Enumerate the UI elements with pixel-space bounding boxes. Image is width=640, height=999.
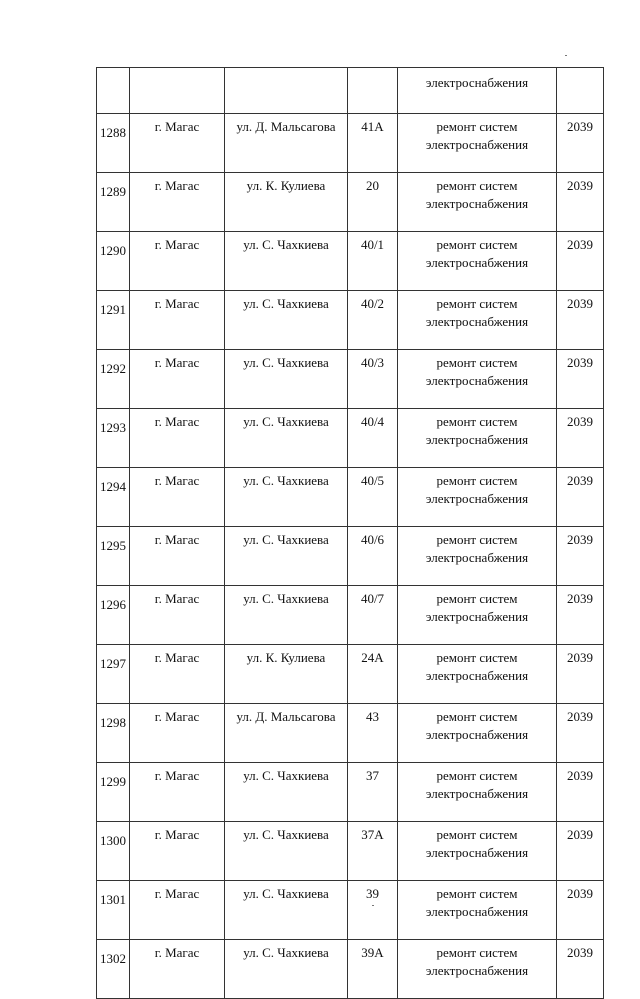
table-row xyxy=(97,704,604,763)
year-cell: 2039 xyxy=(557,409,604,468)
row-number: 1299 xyxy=(97,763,130,822)
work-type-cell xyxy=(398,527,557,586)
year-cell: 2039 xyxy=(557,881,604,940)
year-cell: 2039 xyxy=(557,704,604,763)
work-type-line: электроснабжения xyxy=(425,786,529,801)
table-row-continued xyxy=(97,68,604,114)
year-cell: 2039 xyxy=(557,645,604,704)
table-row xyxy=(97,527,604,586)
work-type-line: электроснабжения xyxy=(425,75,529,90)
house-cell: 43 xyxy=(348,704,398,763)
work-type-cell xyxy=(398,468,557,527)
row-number: 1297 xyxy=(97,645,130,704)
street-cell: ул. С. Чахкиева xyxy=(225,822,348,881)
street-cell: ул. С. Чахкиева xyxy=(225,468,348,527)
year-cell: 2039 xyxy=(557,350,604,409)
street-cell: ул. С. Чахкиева xyxy=(225,940,348,999)
city-cell: г. Магас xyxy=(130,881,225,940)
house-cell: 40/5 xyxy=(348,468,398,527)
city-cell: г. Магас xyxy=(130,114,225,173)
street-cell: ул. С. Чахкиева xyxy=(225,232,348,291)
scan-speck xyxy=(565,55,567,56)
work-type-line: электроснабжения xyxy=(425,255,529,270)
house-cell: 24А xyxy=(348,645,398,704)
row-number: 1292 xyxy=(97,350,130,409)
year-cell: 2039 xyxy=(557,114,604,173)
row-number: 1288 xyxy=(97,114,130,173)
city-cell: г. Магас xyxy=(130,468,225,527)
year-cell: 2039 xyxy=(557,763,604,822)
work-type-line: ремонт систем xyxy=(436,532,518,547)
work-type-line: электроснабжения xyxy=(425,904,529,919)
work-type-line: ремонт систем xyxy=(436,237,518,252)
house-cell: 41А xyxy=(348,114,398,173)
city-cell: г. Магас xyxy=(130,350,225,409)
work-type-line: электроснабжения xyxy=(425,668,529,683)
year-cell: 2039 xyxy=(557,291,604,350)
work-type-line: ремонт систем xyxy=(436,827,518,842)
table-row xyxy=(97,940,604,999)
row-number: 1298 xyxy=(97,704,130,763)
year-cell: 2039 xyxy=(557,940,604,999)
work-type-cell xyxy=(398,881,557,940)
row-number: 1302 xyxy=(97,940,130,999)
work-type-line: электроснабжения xyxy=(425,727,529,742)
work-type-line: ремонт систем xyxy=(436,296,518,311)
table-row xyxy=(97,763,604,822)
house-cell: 40/2 xyxy=(348,291,398,350)
street-cell: ул. С. Чахкиева xyxy=(225,350,348,409)
work-type-line: ремонт систем xyxy=(436,886,518,901)
work-type-line: электроснабжения xyxy=(425,373,529,388)
table-row xyxy=(97,232,604,291)
work-type-line: электроснабжения xyxy=(425,963,529,978)
work-type-line: электроснабжения xyxy=(425,609,529,624)
street-cell: ул. С. Чахкиева xyxy=(225,527,348,586)
work-type-cell xyxy=(398,291,557,350)
row-number: 1291 xyxy=(97,291,130,350)
work-type-cell xyxy=(398,940,557,999)
work-type-cell xyxy=(398,173,557,232)
table-row xyxy=(97,586,604,645)
year-cell xyxy=(557,68,604,114)
house-cell: 37А xyxy=(348,822,398,881)
house-cell: 39 xyxy=(348,881,398,940)
year-cell: 2039 xyxy=(557,527,604,586)
scan-speck xyxy=(372,905,374,906)
house-cell: 40/1 xyxy=(348,232,398,291)
work-type-line: электроснабжения xyxy=(425,314,529,329)
table-row xyxy=(97,468,604,527)
street-cell xyxy=(225,68,348,114)
table-row xyxy=(97,645,604,704)
work-type-line: электроснабжения xyxy=(425,432,529,447)
work-type-cell xyxy=(398,68,557,114)
year-cell: 2039 xyxy=(557,822,604,881)
house-cell: 40/6 xyxy=(348,527,398,586)
work-type-cell xyxy=(398,763,557,822)
work-type-cell xyxy=(398,409,557,468)
work-type-cell xyxy=(398,350,557,409)
street-cell: ул. С. Чахкиева xyxy=(225,881,348,940)
row-number: 1294 xyxy=(97,468,130,527)
work-type-cell xyxy=(398,586,557,645)
work-type-line: электроснабжения xyxy=(425,491,529,506)
table-row xyxy=(97,114,604,173)
work-type-line: ремонт систем xyxy=(436,650,518,665)
row-number: 1301 xyxy=(97,881,130,940)
work-type-line: ремонт систем xyxy=(436,119,518,134)
street-cell: ул. С. Чахкиева xyxy=(225,763,348,822)
city-cell: г. Магас xyxy=(130,409,225,468)
city-cell: г. Магас xyxy=(130,645,225,704)
work-type-line: ремонт систем xyxy=(436,768,518,783)
house-cell: 37 xyxy=(348,763,398,822)
city-cell: г. Магас xyxy=(130,232,225,291)
work-type-line: ремонт систем xyxy=(436,178,518,193)
work-type-line: ремонт систем xyxy=(436,473,518,488)
work-type-line: ремонт систем xyxy=(436,591,518,606)
city-cell: г. Магас xyxy=(130,527,225,586)
row-number: 1293 xyxy=(97,409,130,468)
house-cell: 39А xyxy=(348,940,398,999)
city-cell: г. Магас xyxy=(130,704,225,763)
work-type-cell xyxy=(398,645,557,704)
row-number: 1296 xyxy=(97,586,130,645)
table-row xyxy=(97,409,604,468)
city-cell: г. Магас xyxy=(130,586,225,645)
work-type-line: электроснабжения xyxy=(425,196,529,211)
work-type-line: ремонт систем xyxy=(436,355,518,370)
city-cell: г. Магас xyxy=(130,822,225,881)
year-cell: 2039 xyxy=(557,586,604,645)
year-cell: 2039 xyxy=(557,173,604,232)
street-cell: ул. С. Чахкиева xyxy=(225,291,348,350)
row-number: 1300 xyxy=(97,822,130,881)
table-row xyxy=(97,291,604,350)
table-row xyxy=(97,350,604,409)
street-cell: ул. К. Кулиева xyxy=(225,173,348,232)
house-cell: 40/3 xyxy=(348,350,398,409)
row-number xyxy=(97,68,130,114)
house-cell: 40/7 xyxy=(348,586,398,645)
street-cell: ул. Д. Мальсагова xyxy=(225,114,348,173)
year-cell: 2039 xyxy=(557,468,604,527)
street-cell: ул. С. Чахкиева xyxy=(225,409,348,468)
street-cell: ул. С. Чахкиева xyxy=(225,586,348,645)
table-row xyxy=(97,173,604,232)
work-type-line: ремонт систем xyxy=(436,414,518,429)
street-cell: ул. Д. Мальсагова xyxy=(225,704,348,763)
work-type-cell xyxy=(398,704,557,763)
repair-schedule-table xyxy=(96,67,604,999)
work-type-line: ремонт систем xyxy=(436,709,518,724)
house-cell: 20 xyxy=(348,173,398,232)
city-cell: г. Магас xyxy=(130,291,225,350)
city-cell: г. Магас xyxy=(130,940,225,999)
city-cell: г. Магас xyxy=(130,173,225,232)
row-number: 1295 xyxy=(97,527,130,586)
city-cell: г. Магас xyxy=(130,763,225,822)
row-number: 1290 xyxy=(97,232,130,291)
year-cell: 2039 xyxy=(557,232,604,291)
work-type-line: ремонт систем xyxy=(436,945,518,960)
work-type-line: электроснабжения xyxy=(425,845,529,860)
house-cell xyxy=(348,68,398,114)
table-row xyxy=(97,881,604,940)
work-type-cell xyxy=(398,822,557,881)
work-type-cell xyxy=(398,232,557,291)
street-cell: ул. К. Кулиева xyxy=(225,645,348,704)
city-cell xyxy=(130,68,225,114)
work-type-line: электроснабжения xyxy=(425,550,529,565)
row-number: 1289 xyxy=(97,173,130,232)
work-type-cell xyxy=(398,114,557,173)
table-body xyxy=(97,68,604,999)
house-cell: 40/4 xyxy=(348,409,398,468)
table-row xyxy=(97,822,604,881)
work-type-line: электроснабжения xyxy=(425,137,529,152)
